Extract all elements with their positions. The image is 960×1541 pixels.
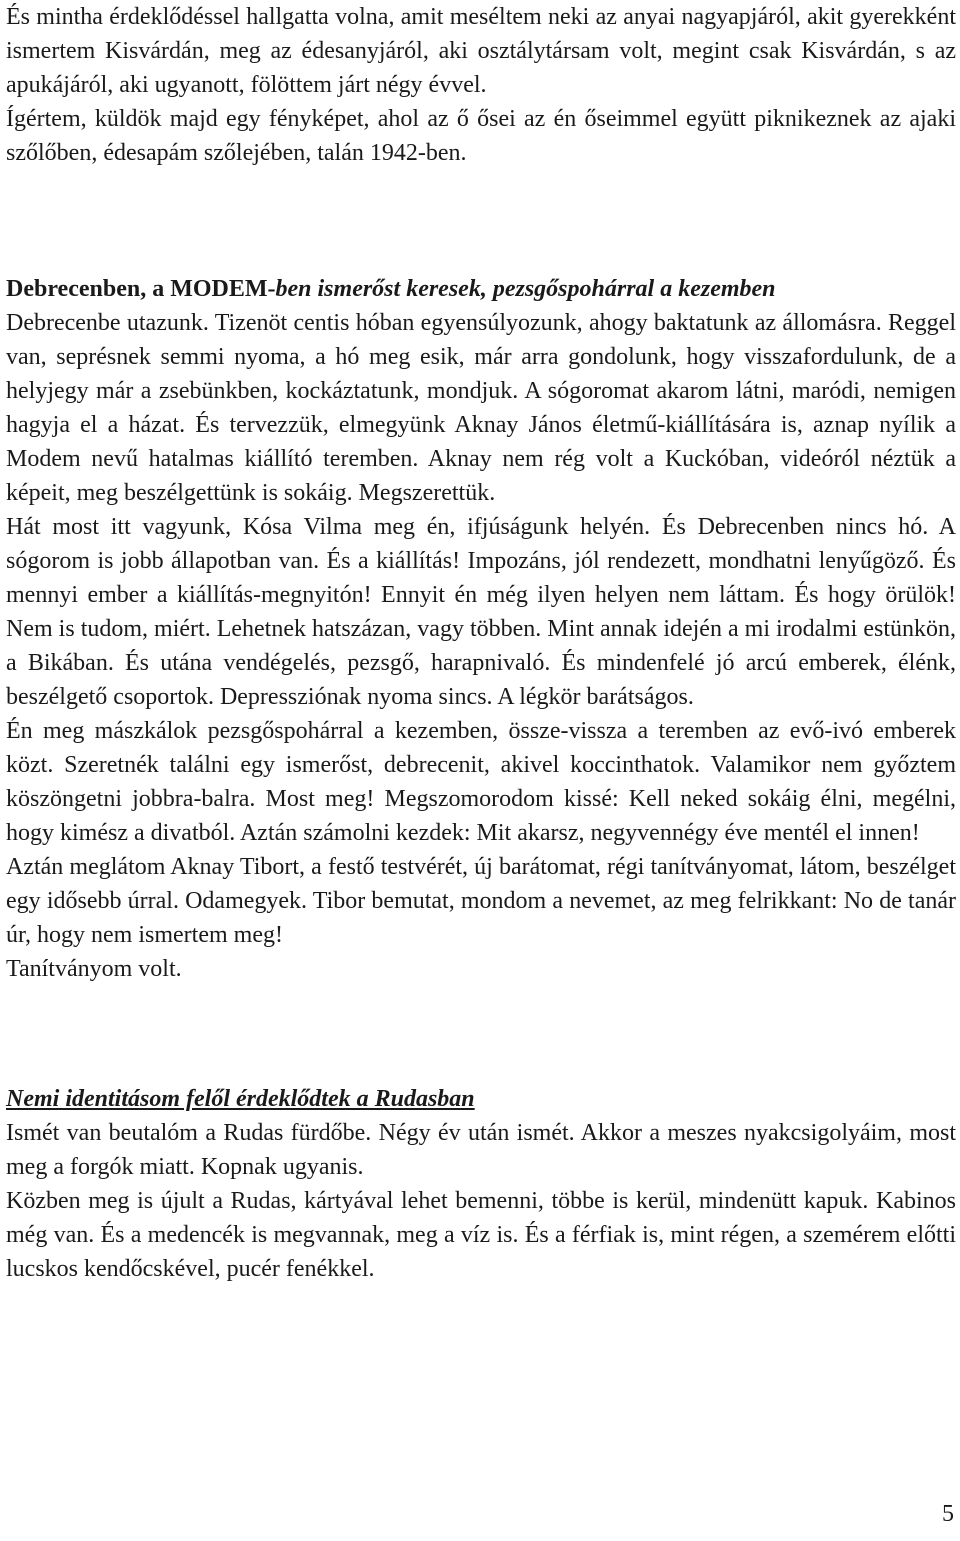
paragraph: Debrecenbe utazunk. Tizenöt centis hóban egyensúlyozunk, ahogy baktatunk az állomásra. Reggel van, seprésnek semmi nyoma, a hó meg esik, már arra gondolunk, hogy visszafordulunk, de a helyjegy már a zsebünkben, kockáztatunk, mondjuk. A sógoromat akarom látni, maródi, nemigen hagyja el a házat. És tervezzük, elmegyünk Aknay János életmű-kiállítására is, aznap nyílik a Modem nevű hatalmas kiállító teremben. Aknay nem rég volt a Kuckóban, videóról néztük a képeit, meg beszélgettünk is sokáig. Megszerettük. <box>6 310 956 506</box>
document-page <box>6 0 956 1286</box>
section-heading <box>6 272 956 306</box>
paragraph: Ismét van beutalóm a Rudas fürdőbe. Négy év után ismét. Akkor a meszes nyakcsigolyáim, most meg a forgók miatt. Kopnak ugyanis. <box>6 1120 956 1180</box>
spacer <box>6 170 956 272</box>
paragraph: És mintha érdeklődéssel hallgatta volna, amit meséltem neki az anyai nagyapjáról, akit gyerekként ismertem Kisvárdán, meg az édesanyjáról, aki osztálytársam volt, megint csak Kisvárdán, s az apukájáról, aki ugyanott, fölöttem járt négy évvel. <box>6 4 956 98</box>
paragraph: Aztán meglátom Aknay Tibort, a festő testvérét, új barátomat, régi tanítványomat, látom, beszélget egy idősebb úrral. Odamegyek. Tibor bemutat, mondom a nevemet, az meg felrikkant: No de tanár úr, hogy nem ismertem meg! <box>6 854 956 948</box>
paragraph: Tanítványom volt. <box>6 956 182 982</box>
paragraph: Én meg mászkálok pezsgőspohárral a kezemben, össze-vissza a teremben az evő-ivó emberek közt. Szeretnék találni egy ismerőst, debrecenit, akivel koccinthatok. Valamikor nem győztem köszöngetni jobbra-balra. Most meg! Megszomorodom kissé: Kell neked sokáig élni, megélni, hogy kimész a divatból. Aztán számolni kezdek: Mit akarsz, negyvennégy éve mentél el innen! <box>6 718 956 846</box>
paragraph: Közben meg is újult a Rudas, kártyával lehet bemenni, többe is kerül, mindenütt kapuk. Kabinos még van. És a medencék is megvannak, meg a víz is. És a férfiak is, mint régen, a szemérem előtti lucskos kendőcskével, pucér fenékkel. <box>6 1188 956 1282</box>
paragraph: Ígértem, küldök majd egy fényképet, ahol az ő ősei az én őseimmel együtt piknikeznek az ajaki szőlőben, édesapám szőlejében, talán 1942-ben. <box>6 106 956 166</box>
section-heading: Nemi identitásom felől érdeklődtek a Rudasban <box>6 1086 475 1112</box>
spacer <box>6 986 956 1082</box>
page-number: 5 <box>942 1501 954 1527</box>
section-heading-italic: ben ismerőst keresek, pezsgőspohárral a kezemben <box>275 276 776 302</box>
section-heading-bold: Debrecenben, a MODEM- <box>6 276 276 302</box>
paragraph: Hát most itt vagyunk, Kósa Vilma meg én, ifjúságunk helyén. És Debrecenben nincs hó. A sógorom is jobb állapotban van. És a kiállítás! Impozáns, jól rendezett, mondhatni lenyűgöző. És mennyi ember a kiállítás-megnyitón! Ennyit én még ilyen helyen nem láttam. És hogy örülök! Nem is tudom, miért. Lehetnek hatszázan, vagy többen. Mint annak idején a mi irodalmi estünkön, a Bikában. És utána vendégelés, pezsgő, harapnivaló. És mindenfelé jó arcú emberek, élénk, beszélgető csoportok. Depressziónak nyoma sincs. A légkör barátságos. <box>6 514 956 710</box>
